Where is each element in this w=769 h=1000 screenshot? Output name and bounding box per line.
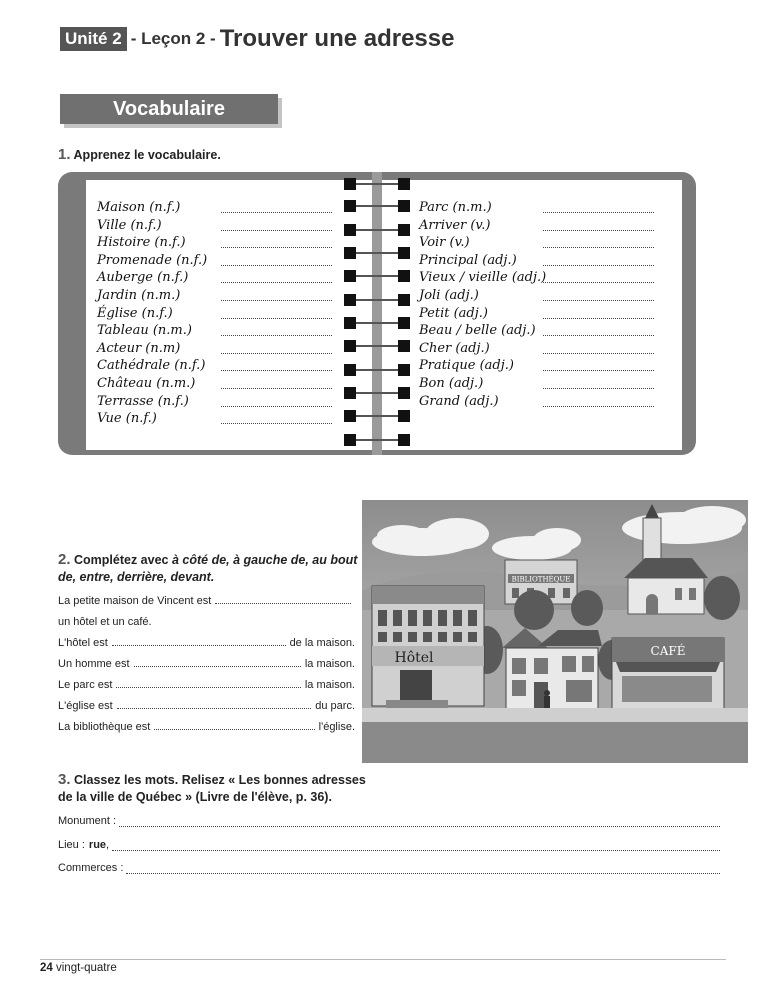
vocab-item <box>97 339 180 356</box>
vocab-word: Pratique (adj.) <box>419 358 514 374</box>
sidewalk <box>362 708 748 722</box>
spiral-ring <box>344 340 410 352</box>
exercise-2-instruction-italic: à côté de, à gauche de, au bout <box>171 553 358 567</box>
vocab-word: Auberge (n.f.) <box>97 270 189 286</box>
sentence-end: la maison. <box>304 658 355 670</box>
vocab-answer-line[interactable] <box>221 406 332 407</box>
sentence-start: La bibliothèque est <box>58 721 151 733</box>
page-header <box>60 24 454 54</box>
vocab-word: Ville (n.f.) <box>97 217 162 233</box>
exercise-2-instruction: Complétez avec <box>74 553 172 567</box>
vocab-item <box>419 374 483 391</box>
cafe-sign: CAFÉ <box>650 644 686 658</box>
section-banner: Vocabulaire <box>60 94 278 124</box>
vocab-answer-line[interactable] <box>221 247 332 248</box>
vocab-item <box>97 356 205 373</box>
lieu-answer-line[interactable] <box>112 850 720 851</box>
vocab-item <box>97 392 189 409</box>
exercise-3-title <box>58 771 366 806</box>
vocab-answer-line[interactable] <box>543 230 654 231</box>
vocab-answer-line[interactable] <box>543 370 654 371</box>
page-number: 24 <box>40 962 53 974</box>
vocab-word: Promenade (n.f.) <box>97 252 208 268</box>
vocab-item <box>419 321 536 338</box>
spiral-ring <box>344 270 410 282</box>
sentence-end: l'église. <box>318 721 355 733</box>
exercise-3-instruction-line2: de la ville de Québec » (Livre de l'élève, p. 36). <box>58 790 332 804</box>
vocab-word: Jardin (n.m.) <box>97 288 181 303</box>
vocab-item <box>419 268 546 285</box>
exercise-3-number: 3. <box>58 771 71 788</box>
monument-label: Monument : <box>58 815 117 827</box>
vocab-answer-line[interactable] <box>221 282 332 283</box>
vocab-item <box>97 374 195 391</box>
vocab-word: Petit (adj.) <box>419 305 488 321</box>
spiral-ring <box>344 364 410 376</box>
vocab-word: Arriver (v.) <box>419 217 491 233</box>
vocab-answer-line[interactable] <box>221 423 332 424</box>
vocab-word: Acteur (n.m) <box>97 340 181 356</box>
lieu-comma: , <box>106 839 110 851</box>
vocab-answer-line[interactable] <box>543 300 654 301</box>
exercise-2-title <box>58 551 358 586</box>
sentence-end: de la maison. <box>289 637 355 649</box>
page-title: Trouver une adresse <box>219 25 455 52</box>
vocab-answer-line[interactable] <box>221 335 332 336</box>
vocab-item <box>419 286 479 303</box>
vocab-answer-line[interactable] <box>543 335 654 336</box>
vocab-word: Grand (adj.) <box>419 393 499 409</box>
vocab-item <box>97 251 207 268</box>
vocab-answer-line[interactable] <box>543 247 654 248</box>
street <box>362 722 748 763</box>
sentence-blank[interactable] <box>215 603 351 604</box>
vocab-word: Château (n.m.) <box>97 376 196 391</box>
exercise-1-number: 1. <box>58 146 71 163</box>
sentence-start: Un homme est <box>58 658 130 670</box>
spiral-ring <box>344 178 410 190</box>
vocab-answer-line[interactable] <box>221 212 332 213</box>
vocab-word: Principal (adj.) <box>419 252 517 268</box>
vocab-answer-line[interactable] <box>221 300 332 301</box>
sentence-end: du parc. <box>315 700 355 712</box>
vocab-word: Cher (adj.) <box>419 340 490 356</box>
fill-in-sentence <box>58 658 355 670</box>
lieu-row <box>58 839 720 851</box>
vocab-item <box>97 268 188 285</box>
sentence-start: La petite maison de Vincent est <box>58 595 212 607</box>
vocab-item <box>97 216 162 233</box>
house-building <box>502 628 602 710</box>
vocab-word: Histoire (n.f.) <box>97 235 186 251</box>
fill-in-sentence <box>58 616 355 628</box>
vocab-answer-line[interactable] <box>221 388 332 389</box>
vocab-word: Cathédrale (n.f.) <box>97 358 206 374</box>
exercise-3-instruction-line1: Classez les mots. Relisez « Les bonnes adresses <box>74 773 366 787</box>
sentence-blank[interactable] <box>154 729 314 730</box>
vocab-item <box>419 251 517 268</box>
vocab-item <box>419 304 488 321</box>
library-sign: BIBLIOTHÈQUE <box>511 575 571 584</box>
vocab-item <box>97 198 180 215</box>
vocab-answer-line[interactable] <box>221 318 332 319</box>
spiral-ring <box>344 200 410 212</box>
commerces-row <box>58 862 720 874</box>
page-number-words: vingt-quatre <box>56 962 117 974</box>
vocab-item <box>97 286 180 303</box>
vocab-answer-line[interactable] <box>543 388 654 389</box>
commerces-label: Commerces : <box>58 862 124 874</box>
sentence-start: Le parc est <box>58 679 113 691</box>
page-footer <box>40 962 117 974</box>
exercise-1-instruction: Apprenez le vocabulaire. <box>73 148 221 162</box>
spiral-ring <box>344 317 410 329</box>
exercise-2-number: 2. <box>58 551 71 568</box>
exercise-1-title <box>58 146 221 164</box>
fill-in-sentence <box>58 595 355 607</box>
vocab-answer-line[interactable] <box>221 370 332 371</box>
vocab-answer-line[interactable] <box>543 318 654 319</box>
vocab-word: Parc (n.m.) <box>419 200 492 215</box>
vocab-word: Voir (v.) <box>419 235 470 251</box>
vocab-word: Bon (adj.) <box>419 376 484 391</box>
lesson-label: - Leçon 2 - <box>130 29 216 48</box>
hotel-building <box>372 586 484 708</box>
vocab-item <box>97 409 157 426</box>
vocab-answer-line[interactable] <box>221 230 332 231</box>
vocab-item <box>419 356 514 373</box>
sentence-blank[interactable] <box>112 645 286 646</box>
spiral-ring <box>344 410 410 422</box>
vocab-word: Vue (n.f.) <box>97 411 157 427</box>
sentence-blank[interactable] <box>116 687 300 688</box>
lieu-label: Lieu : <box>58 839 85 851</box>
vocab-item <box>419 233 470 250</box>
vocab-answer-line[interactable] <box>221 353 332 354</box>
spiral-ring <box>344 247 410 259</box>
vocab-answer-line[interactable] <box>543 265 654 266</box>
sentence-start: L'église est <box>58 700 113 712</box>
vocab-answer-line[interactable] <box>543 212 654 213</box>
vocab-answer-line[interactable] <box>543 406 654 407</box>
spiral-ring <box>344 224 410 236</box>
exercise-2-instruction-line2: de, entre, derrière, devant. <box>58 570 215 584</box>
vocab-word: Tableau (n.m.) <box>97 323 192 339</box>
vocab-word: Maison (n.f.) <box>97 200 181 215</box>
sentence-start: un hôtel et un café. <box>58 616 152 628</box>
vocab-word: Joli (adj.) <box>419 288 479 303</box>
sentence-end: la maison. <box>304 679 355 691</box>
vocab-item <box>419 339 490 356</box>
unit-badge: Unité 2 <box>60 27 127 51</box>
vocab-item <box>97 304 173 321</box>
spiral-ring <box>344 434 410 446</box>
fill-in-sentence <box>58 700 355 712</box>
sentence-blank[interactable] <box>134 666 301 667</box>
vocab-answer-line[interactable] <box>543 353 654 354</box>
lieu-answer: rue <box>88 839 107 851</box>
vocab-word: Vieux / vieille (adj.) <box>419 270 547 286</box>
sentence-blank[interactable] <box>117 708 312 709</box>
vocab-item <box>419 392 499 409</box>
fill-in-sentence <box>58 721 355 733</box>
monument-answer-line[interactable] <box>119 826 720 827</box>
pedestrian <box>544 690 550 708</box>
cafe-building <box>612 638 724 710</box>
fill-in-sentence <box>58 679 355 691</box>
vocab-answer-line[interactable] <box>543 282 654 283</box>
hotel-sign: Hôtel <box>394 650 434 666</box>
vocab-item <box>97 321 192 338</box>
commerces-answer-line[interactable] <box>126 873 720 874</box>
vocab-word: Terrasse (n.f.) <box>97 393 189 409</box>
vocab-item <box>419 198 492 215</box>
spiral-ring <box>344 294 410 306</box>
fill-in-sentence <box>58 637 355 649</box>
vocab-word: Beau / belle (adj.) <box>419 323 536 339</box>
vocab-item <box>419 216 490 233</box>
monument-row <box>58 815 720 827</box>
vocab-word: Église (n.f.) <box>97 305 173 321</box>
vocab-answer-line[interactable] <box>221 265 332 266</box>
street-illustration <box>362 500 748 763</box>
footer-divider <box>40 959 726 960</box>
spiral-ring <box>344 387 410 399</box>
sentence-start: L'hôtel est <box>58 637 108 649</box>
vocab-item <box>97 233 186 250</box>
